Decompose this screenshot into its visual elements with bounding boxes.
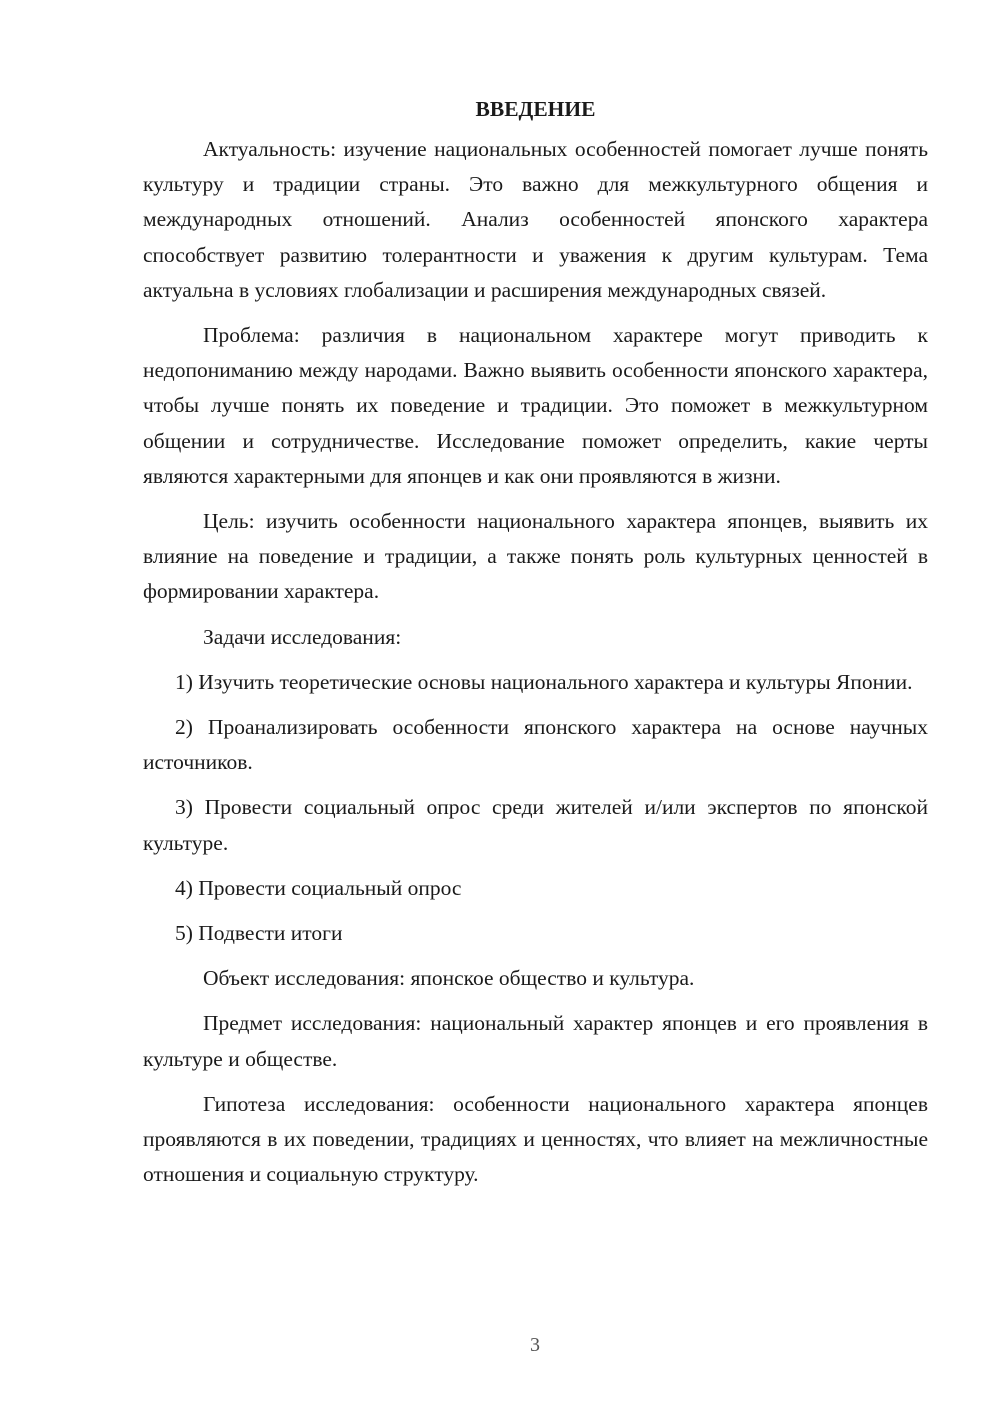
section-title: ВВЕДЕНИЕ [475,97,596,121]
task-item-3: 3) Провести социальный опрос среди жителей и/или экспертов по японской культуре. [143,795,928,855]
problem-paragraph: Проблема: различия в национальном характере могут приводить к недопониманию между народами. Важно выявить особенности японского характера, чтобы лучше понять их поведение и традиции. Это поможет в межкультурном общении и сотрудничестве. Исследование поможет определить, какие черты являются характерными для японцев и как они проявляются в жизни. [143,323,928,488]
task-item-2: 2) Проанализировать особенности японского характера на основе научных источников. [143,715,928,775]
document-page [143,92,928,1202]
hypothesis-paragraph: Гипотеза исследования: особенности национального характера японцев проявляются в их поведении, традициях и ценностях, что влияет на межличностные отношения и социальную структуру. [143,1091,928,1187]
tasks-heading: Задачи исследования: [203,624,402,649]
object-paragraph: Объект исследования: японское общество и культура. [203,966,695,991]
subject-paragraph: Предмет исследования: национальный характер японцев и его проявления в культуре и обществе. [143,1011,928,1071]
task-item-4: 4) Провести социальный опрос [175,875,462,900]
page-number: 3 [530,1334,540,1356]
task-item-5: 5) Подвести итоги [175,921,343,946]
task-item-1: 1) Изучить теоретические основы национального характера и культуры Японии. [175,669,913,694]
relevance-paragraph: Актуальность: изучение национальных особенностей помогает лучше понять культуру и традиции страны. Это важно для межкультурного общения и международных отношений. Анализ особенностей японского характера способствует развитию толерантности и уважения к другим культурам. Тема актуальна в условиях глобализации и расширения международных связей. [143,137,928,302]
goal-paragraph: Цель: изучить особенности национального характера японцев, выявить их влияние на поведение и традиции, а также понять роль культурных ценностей в формировании характера. [143,509,928,604]
